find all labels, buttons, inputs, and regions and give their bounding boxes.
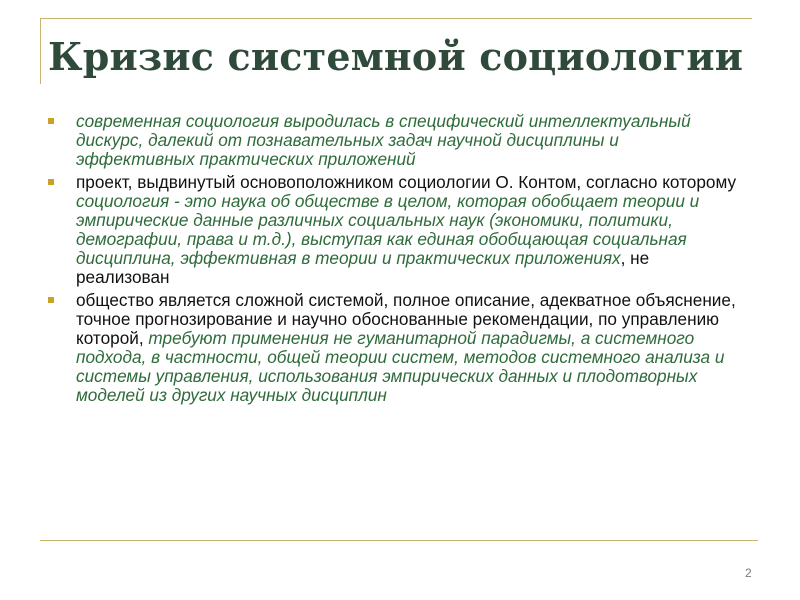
bullet-text-emphasis: требуют применения не гуманитарной парадигмы, а системного подхода, в частности, общей теории систем, методов системного анализа и системы управления, использования эмпирических данных и плодотворных моделей из других научных дисциплин	[76, 328, 725, 405]
bullet-item	[48, 291, 738, 405]
bullet-text-tail: , не реализован	[76, 248, 650, 287]
bottom-divider	[40, 540, 758, 541]
bullet-text-emphasis: социология - это наука об обществе в целом, которая обобщает теории и эмпирические данные различных социальных наук (экономики, политики, демографии, права и т.д.), выступая как единая обобщающая социальная дисциплина, эффективная в теории и практических приложениях	[76, 191, 700, 268]
bullet-text: проект, выдвинутый основоположником социологии О. Контом, согласно которому	[76, 172, 737, 192]
bullet-text-emphasis: современная социология выродилась в специфический интеллектуальный дискурс, далекий от познавательных задач научной дисциплины и эффективных практических приложений	[76, 111, 691, 169]
square-bullet-icon	[48, 118, 54, 124]
bullet-text: общество является сложной системой, полное описание, адекватное объяснение, точное прогнозирование и научно обоснованные рекомендации, по управлению которой,	[76, 290, 736, 348]
top-divider	[40, 18, 752, 19]
bullet-item	[48, 173, 738, 287]
bullet-list	[48, 112, 738, 409]
square-bullet-icon	[48, 297, 54, 303]
square-bullet-icon	[48, 179, 54, 185]
slide-title: Кризис системной социологии	[48, 34, 744, 79]
left-divider	[40, 18, 41, 84]
bullet-item	[48, 112, 738, 169]
page-number: 2	[745, 566, 752, 580]
